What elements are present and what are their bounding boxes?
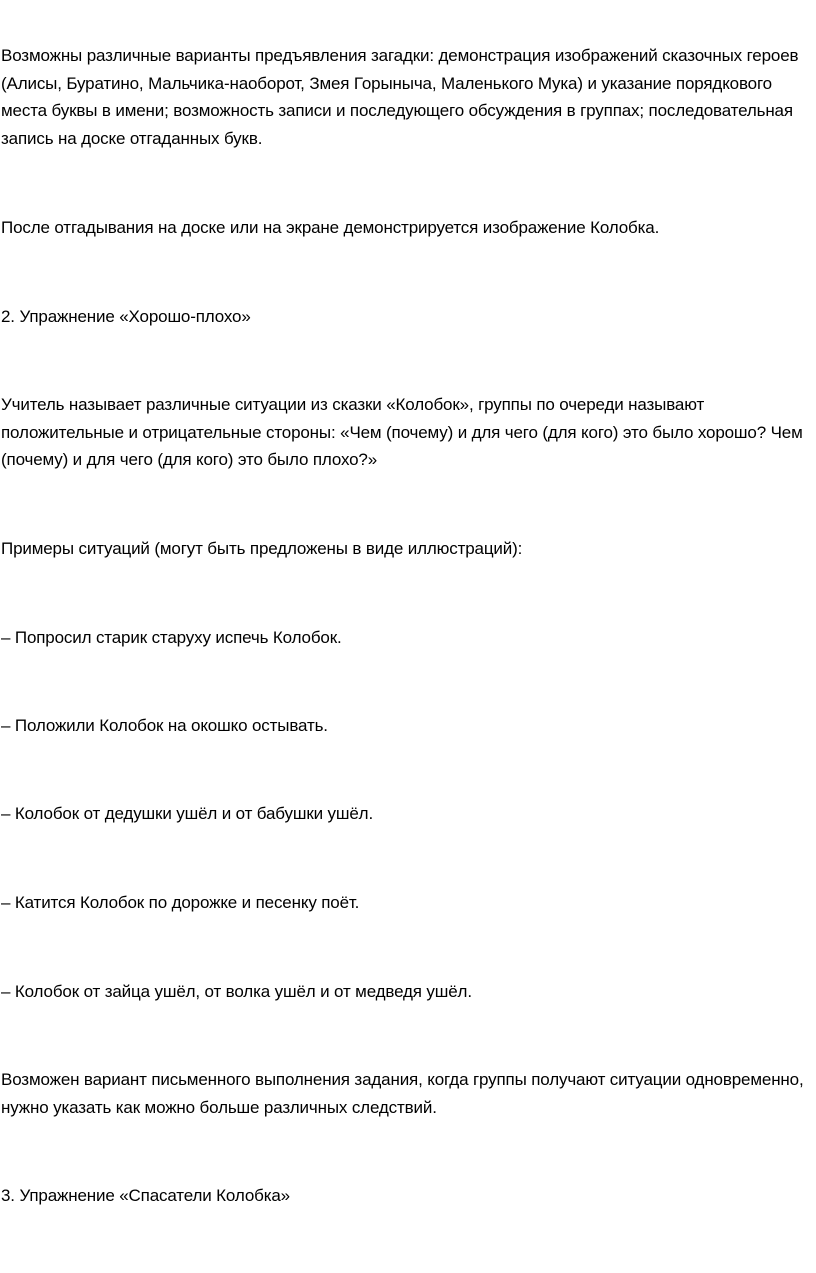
paragraph-riddle-variants: Возможны различные варианты предъявления загадки: демонстрация изображений сказочных героев (Алисы, Буратино, Мальчика-наоборот, Змея Горыныча, Маленького Мука) и указание порядкового места буквы в имени; возможность записи и последующего обсуждения в группах; последовательная запись на доске отгаданных букв. (1, 46, 799, 148)
heading-exercise-2: 2. Упражнение «Хорошо-плохо» (1, 307, 251, 326)
list-item-situation-1: – Попросил старик старуху испечь Колобок. (1, 628, 342, 647)
paragraph-examples-intro: Примеры ситуаций (могут быть предложены в виде иллюстраций): (1, 539, 523, 558)
list-item-situation-2: – Положили Колобок на окошко остывать. (1, 716, 328, 735)
list-item-situation-5: – Колобок от зайца ушёл, от волка ушёл и от медведя ушёл. (1, 982, 472, 1001)
paragraph-kolobok-image: После отгадывания на доске или на экране демонстрируется изображение Колобка. (1, 218, 660, 237)
paragraph-written-variant: Возможен вариант письменного выполнения задания, когда группы получают ситуации одновременно, нужно указать как можно больше различных следствий. (1, 1070, 804, 1117)
heading-exercise-3: 3. Упражнение «Спасатели Колобка» (1, 1186, 290, 1205)
paragraph-teacher-situations: Учитель называет различные ситуации из сказки «Колобок», группы по очереди называют положительные и отрицательные стороны: «Чем (почему) и для чего (для кого) это было хорошо? Чем (почему) и для чего (для кого) это было плохо?» (1, 395, 803, 469)
list-item-situation-3: – Колобок от дедушки ушёл и от бабушки ушёл. (1, 804, 374, 823)
list-item-situation-4: – Катится Колобок по дорожке и песенку поёт. (1, 893, 360, 912)
